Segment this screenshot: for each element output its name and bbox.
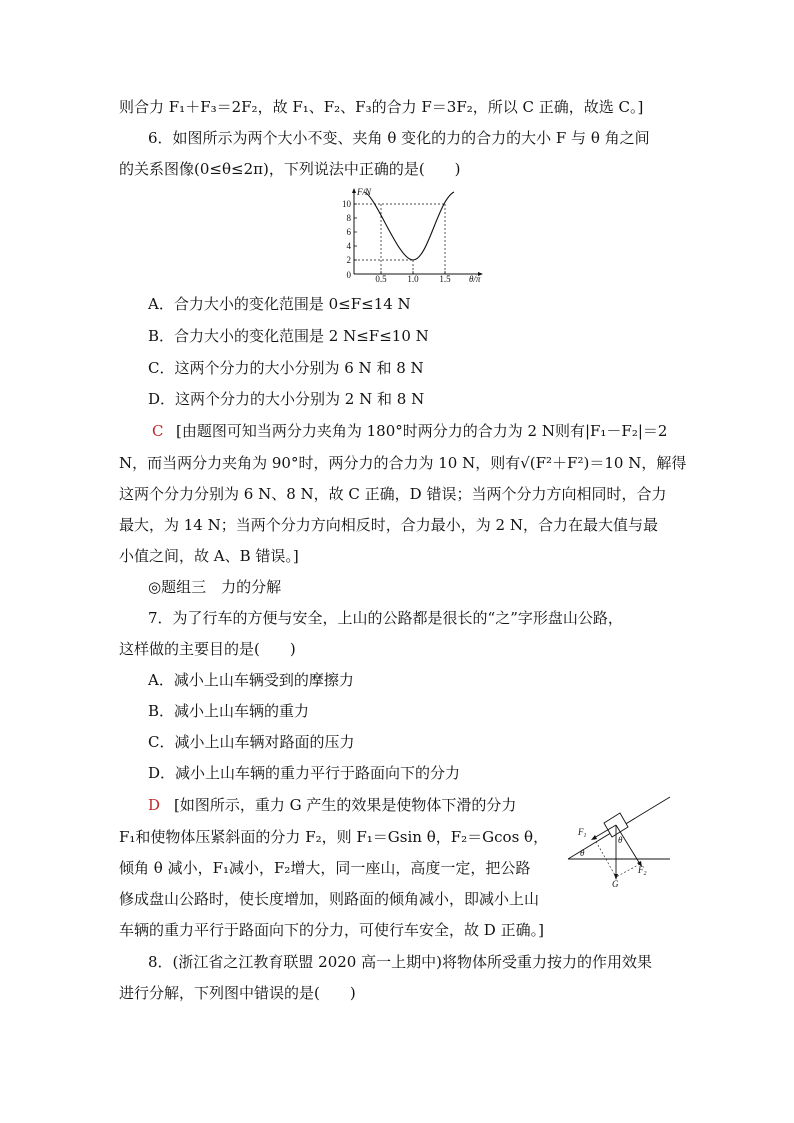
question-8-stem-2: 进行分解，下列图中错误的是( )	[119, 984, 356, 1002]
x-tick-0.5: 0.5	[375, 274, 387, 282]
q7-explanation-2: F₁和使物体压紧斜面的分力 F₂，则 F₁＝Gsin θ，F₂＝Gcos θ，	[119, 828, 549, 846]
incline-force-diagram	[566, 793, 672, 889]
question-6-stem-1: 6．如图所示为两个大小不变、夹角 θ 变化的力的合力的大小 F 与 θ 角之间	[148, 129, 650, 147]
q7-explanation-3: 倾角 θ 减小，F₁减小，F₂增大，同一座山，高度一定，把公路	[119, 859, 531, 877]
question-6-stem-2: 的关系图像(0≤θ≤2π)，下列说法中正确的是( )	[119, 160, 461, 178]
f1-arrowhead	[591, 835, 597, 840]
y-tick-2: 2	[346, 255, 351, 265]
q7-option-d: D．减小上山车辆的重力平行于路面向下的分力	[148, 764, 461, 782]
x-axis-label: θ/π	[469, 274, 481, 282]
q6-answer-letter: C	[152, 422, 164, 440]
q6-option-a: A．合力大小的变化范围是 0≤F≤14 N	[148, 295, 411, 313]
question-7-stem-2: 这样做的主要目的是( )	[119, 640, 296, 658]
q6-explanation-1: [由题图可知当两分力夹角为 180°时两分力的合力为 2 N则有|F₁－F₂|＝2	[176, 422, 668, 440]
q7-answer-letter: D	[148, 796, 161, 814]
resultant-curve	[364, 192, 454, 260]
f2-label: $F_2$	[638, 865, 647, 877]
y-axis-arrow	[352, 188, 356, 193]
y-tick-10: 10	[342, 199, 351, 209]
y-tick-6: 6	[346, 227, 351, 237]
q7-explanation-1: [如图所示，重力 G 产生的效果是使物体下滑的分力	[174, 796, 517, 814]
f1-label: $F_1$	[578, 827, 587, 839]
y-axis-label: F/N	[357, 187, 372, 197]
y-tick-8: 8	[346, 213, 351, 223]
q6-explanation-2: N，而当两分力夹角为 90°时，两分力的合力为 10 N，则有√(F²＋F²)＝10 N，解得	[119, 454, 687, 472]
prev-answer-end: 则合力 F₁＋F₃＝2F₂，故 F₁、F₂、F₃的合力 F＝3F₂，所以 C 正确，故选 C。]	[119, 98, 644, 116]
q6-option-d: D．这两个分力的大小分别为 2 N 和 8 N	[148, 390, 425, 408]
x-tick-1.0: 1.0	[407, 274, 419, 282]
g-label: G	[612, 879, 619, 889]
y-tick-0: 0	[346, 270, 351, 280]
q7-explanation-5: 车辆的重力平行于路面向下的分力，可使行车安全，故 D 正确。]	[119, 921, 544, 939]
theta-top-label: θ	[618, 835, 623, 845]
q7-option-c: C．减小上山车辆对路面的压力	[148, 733, 355, 751]
question-7-stem-1: 7．为了行车的方便与安全，上山的公路都是很长的“之”字形盘山公路，	[148, 609, 623, 627]
theta-base-label: θ	[580, 848, 585, 858]
q7-option-b: B．减小上山车辆的重力	[148, 702, 310, 720]
q7-option-a: A．减小上山车辆受到的摩擦力	[148, 671, 354, 689]
q6-explanation-5: 小值之间，故 A、B 错误。]	[119, 547, 299, 565]
q6-option-b: B．合力大小的变化范围是 2 N≤F≤10 N	[148, 327, 429, 345]
x-tick-1.5: 1.5	[439, 274, 451, 282]
y-tick-4: 4	[346, 241, 351, 251]
q6-explanation-3: 这两个分力分别为 6 N、8 N，故 C 正确，D 错误；当两个分力方向相同时，合力	[119, 485, 667, 503]
dashed-guides	[354, 204, 445, 274]
q6-option-c: C．这两个分力的大小分别为 6 N 和 8 N	[148, 359, 424, 377]
section-heading: ◎题组三 力的分解	[148, 578, 282, 596]
q7-explanation-4: 修成盘山公路时，使长度增加，则路面的倾角减小，即减小上山	[119, 890, 540, 908]
q6-explanation-4: 最大，为 14 N；当两个分力方向相反时，合力最小，为 2 N，合力在最大值与最	[119, 516, 658, 534]
parallelogram-dashes	[594, 838, 640, 877]
question-8-stem-1: 8．(浙江省之江教育联盟 2020 高一上期中)将物体所受重力按力的作用效果	[148, 953, 652, 971]
resultant-force-graph	[336, 186, 486, 282]
